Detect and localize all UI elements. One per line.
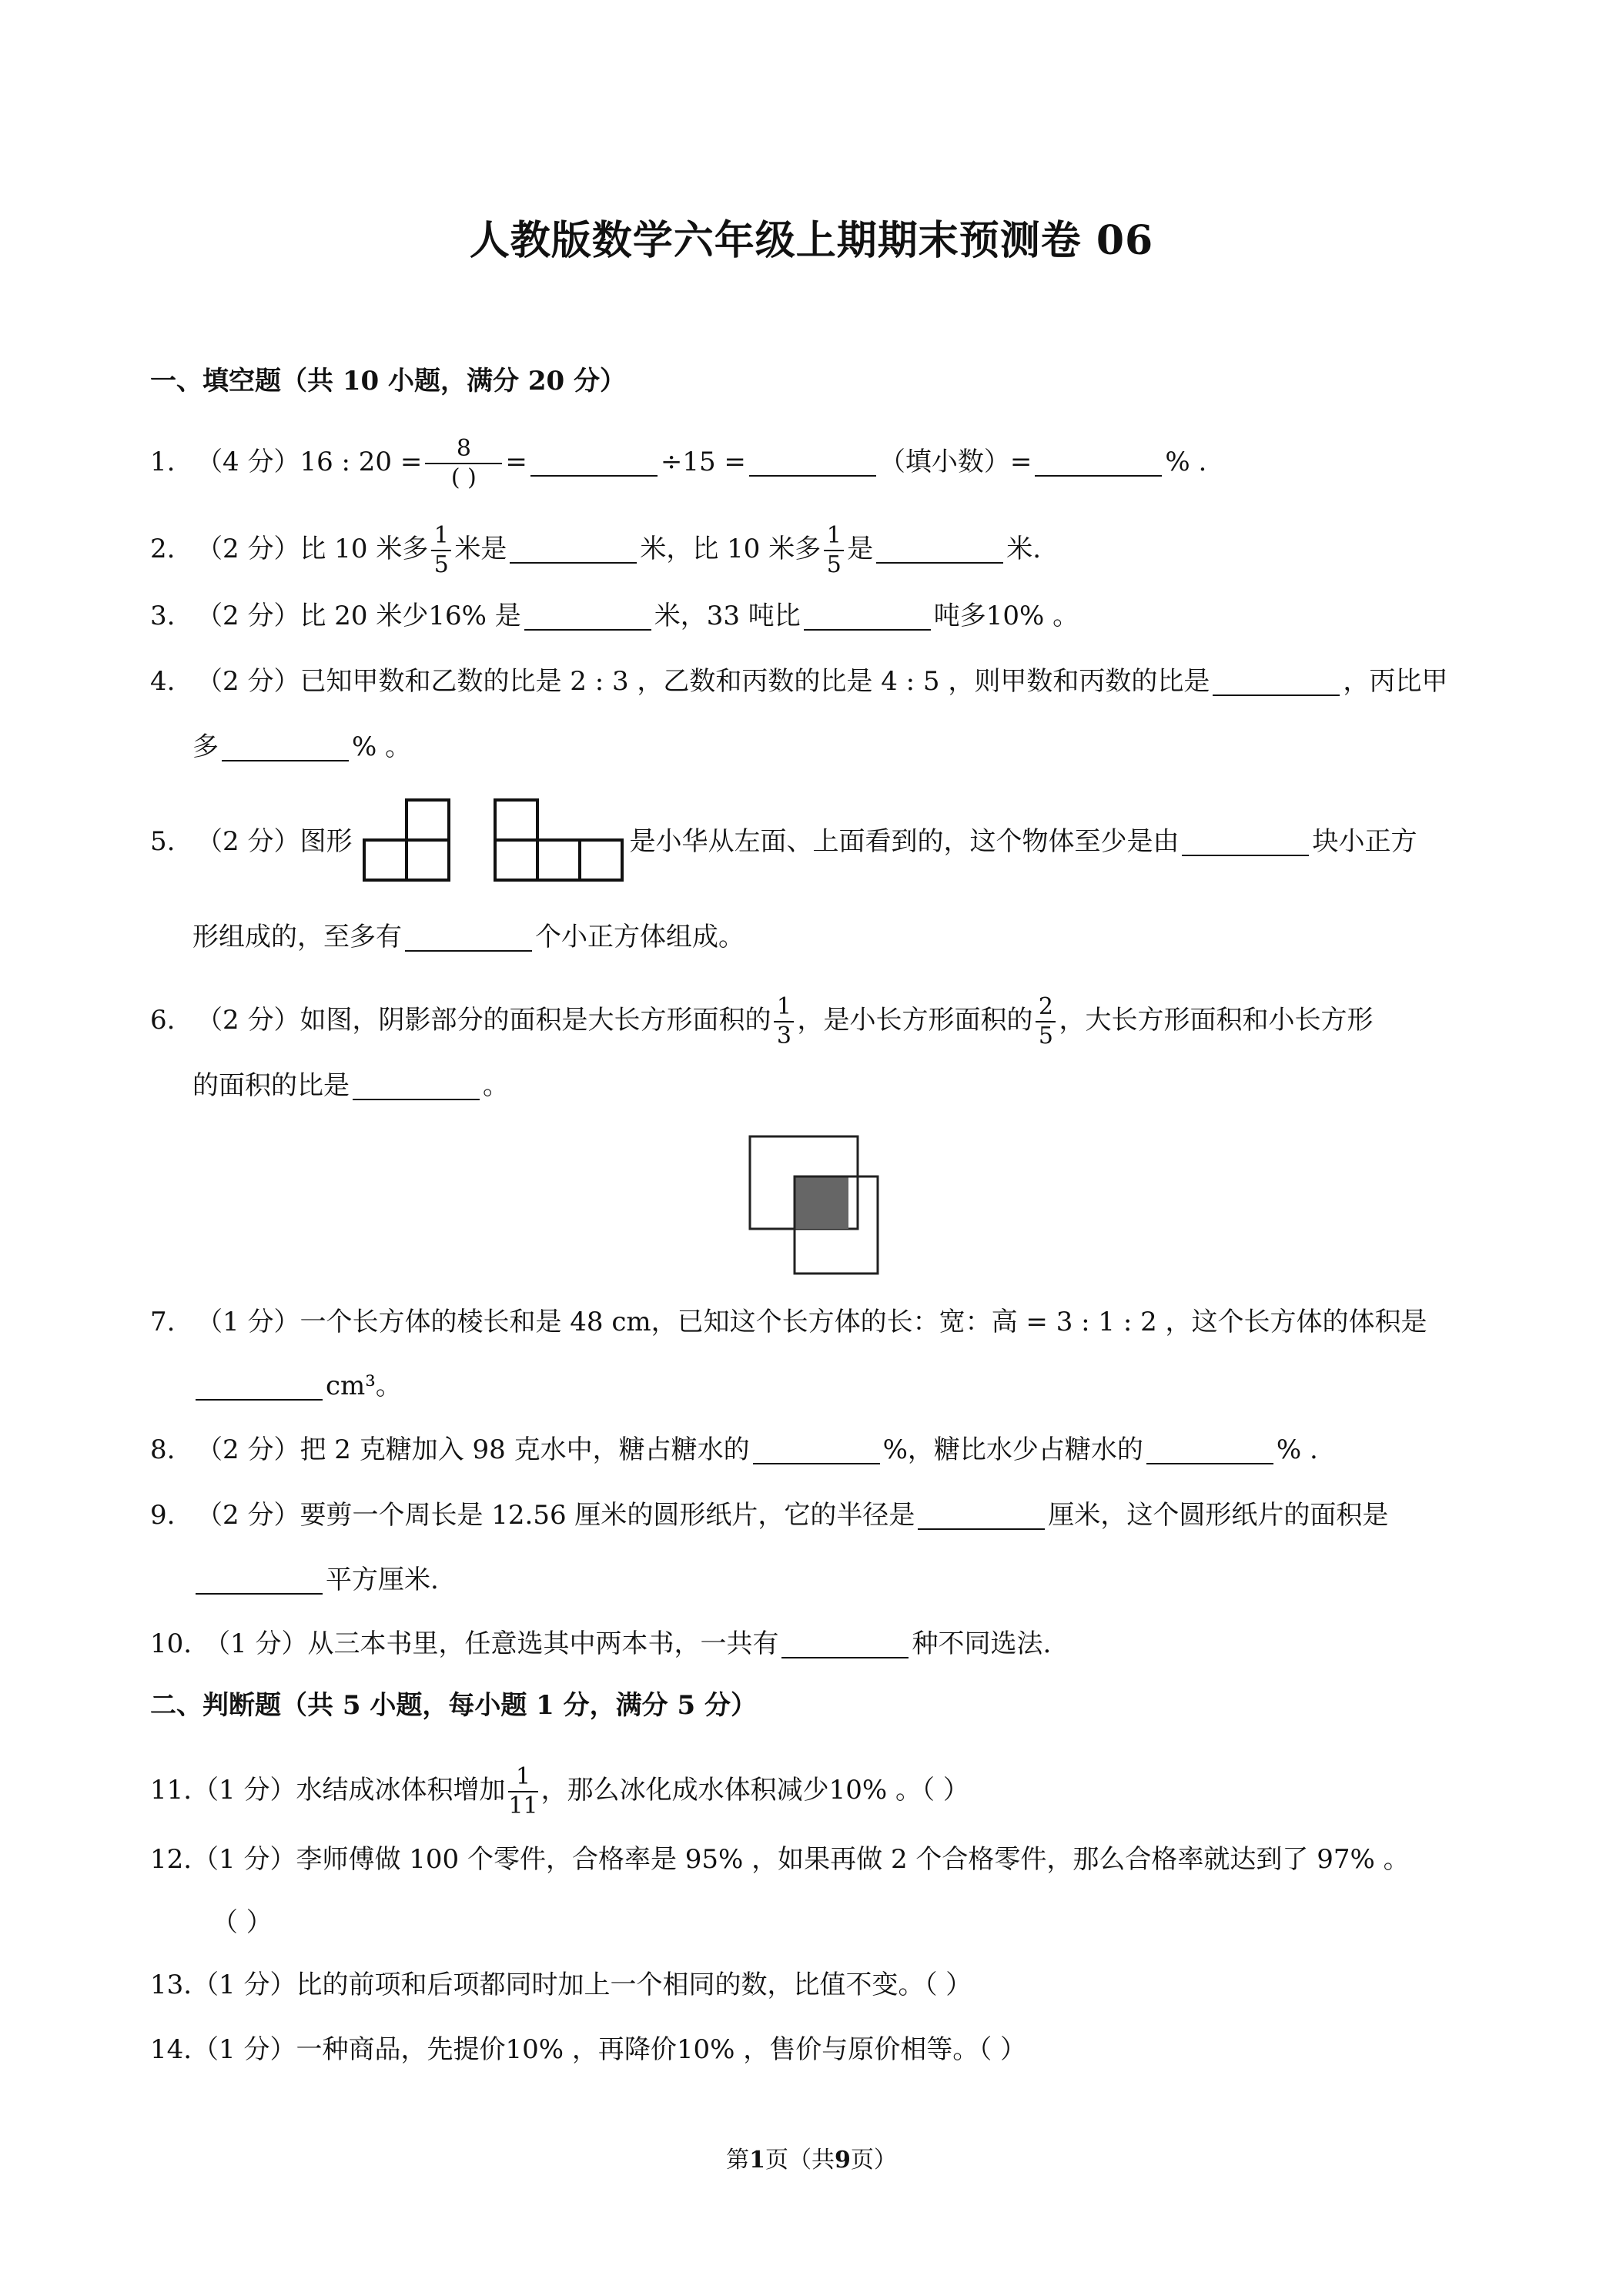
answer-blank xyxy=(222,760,349,761)
question-6-cont: 的面积的比是 。 xyxy=(192,1070,509,1101)
answer-blank xyxy=(804,629,931,631)
question-4: 4. （2 分）已知甲数和乙数的比是 2 : 3 ，乙数和丙数的比是 4 : 5 ，则甲数和丙数的比是 ，丙比甲 xyxy=(150,666,1448,697)
question-5: 5. （2 分）图形 是小华从左面、上面看到的，这个物体至少是由 块小正方 xyxy=(150,826,1417,857)
fraction: $\frac{1}{5}$ xyxy=(431,522,451,579)
question-10: 10. （1 分）从三本书里，任意选其中两本书，一共有 种不同选法. xyxy=(150,1628,1052,1659)
answer-blank xyxy=(1213,694,1340,696)
answer-blank xyxy=(196,1399,323,1401)
question-13: 13.（1 分）比的前项和后项都同时加上一个相同的数，比值不变。（ ） xyxy=(150,1970,972,2000)
question-9: 9. （2 分）要剪一个周长是 12.56 厘米的圆形纸片，它的半径是 厘米，这个圆形纸片的面积是 xyxy=(150,1500,1389,1531)
answer-blank xyxy=(753,1463,880,1464)
page-title: 人教版数学六年级上期期末预测卷 06 xyxy=(469,217,1154,264)
answer-blank xyxy=(781,1657,909,1658)
question-12-cont: （ ） xyxy=(212,1907,273,1938)
question-9-cont: 平方厘米. xyxy=(192,1561,439,1599)
answer-blank xyxy=(353,1099,480,1100)
answer-blank xyxy=(1182,855,1309,856)
fraction: $\frac{1}{3}$ xyxy=(774,993,794,1050)
question-1: 1. （4 分）16 : 20 = $\frac{8}{( )}$ = ÷15 = （填小数）= % . xyxy=(150,435,1207,491)
question-12: 12.（1 分）李师傅做 100 个零件，合格率是 95% ，如果再做 2 个合格零件，那么合格率就达到了 97% 。 xyxy=(150,1844,1410,1875)
section-true-false: 二、判断题（共 5 小题，每小题 1 分，满分 5 分） xyxy=(150,1690,757,1721)
answer-blank xyxy=(510,562,637,564)
question-2: 2. （2 分）比 10 米多 $\frac{1}{5}$ 米是 米，比 10 米多 $\frac{1}{5}$ 是 米. xyxy=(150,522,1042,578)
question-5-cont: 形组成的，至多有 个小正方体组成。 xyxy=(192,922,745,952)
fraction: $\frac{1}{11}$ xyxy=(508,1763,538,1819)
fraction: $\frac{1}{5}$ xyxy=(824,522,844,579)
section-fill-in: 一、填空题（共 10 小题，满分 20 分） xyxy=(150,366,626,397)
answer-blank xyxy=(524,629,651,631)
question-14: 14.（1 分）一种商品，先提价10% ，再降价10% ，售价与原价相等。（ ） xyxy=(150,2034,1027,2065)
question-7-cont: cm³。 xyxy=(192,1367,402,1405)
page-footer: 第1页（共9页） xyxy=(726,2147,897,2174)
answer-blank xyxy=(1035,475,1162,477)
view-figures xyxy=(358,795,635,884)
answer-blank xyxy=(918,1528,1045,1530)
answer-blank xyxy=(530,475,658,477)
question-3: 3. （2 分）比 20 米少16% 是 米，33 吨比 吨多10% 。 xyxy=(150,601,1079,631)
overlapping-rectangles-figure xyxy=(745,1132,884,1278)
question-8: 8. （2 分）把 2 克糖加入 98 克水中，糖占糖水的 %，糖比水少占糖水的 % . xyxy=(150,1434,1318,1465)
answer-blank xyxy=(196,1593,323,1595)
answer-blank xyxy=(876,562,1003,564)
question-7: 7. （1 分）一个长方体的棱长和是 48 cm，已知这个长方体的长：宽：高 = 3 : 1 : 2 ，这个长方体的体积是 xyxy=(150,1307,1427,1337)
answer-blank xyxy=(405,950,532,952)
question-11: 11.（1 分）水结成冰体积增加 $\frac{1}{11}$ ，那么冰化成水体积减少10% 。（ ） xyxy=(150,1763,969,1819)
question-6: 6. （2 分）如图，阴影部分的面积是大长方形面积的 $\frac{1}{3}$ ，是小长方形面积的 $\frac{2}{5}$ ，大长方形面积和小长方形 xyxy=(150,993,1374,1049)
answer-blank xyxy=(749,475,876,477)
fraction: $\frac{2}{5}$ xyxy=(1036,993,1056,1050)
answer-blank xyxy=(1146,1463,1273,1464)
question-4-cont: 多 % 。 xyxy=(192,731,412,762)
fraction: $\frac{8}{( )}$ xyxy=(425,435,502,492)
